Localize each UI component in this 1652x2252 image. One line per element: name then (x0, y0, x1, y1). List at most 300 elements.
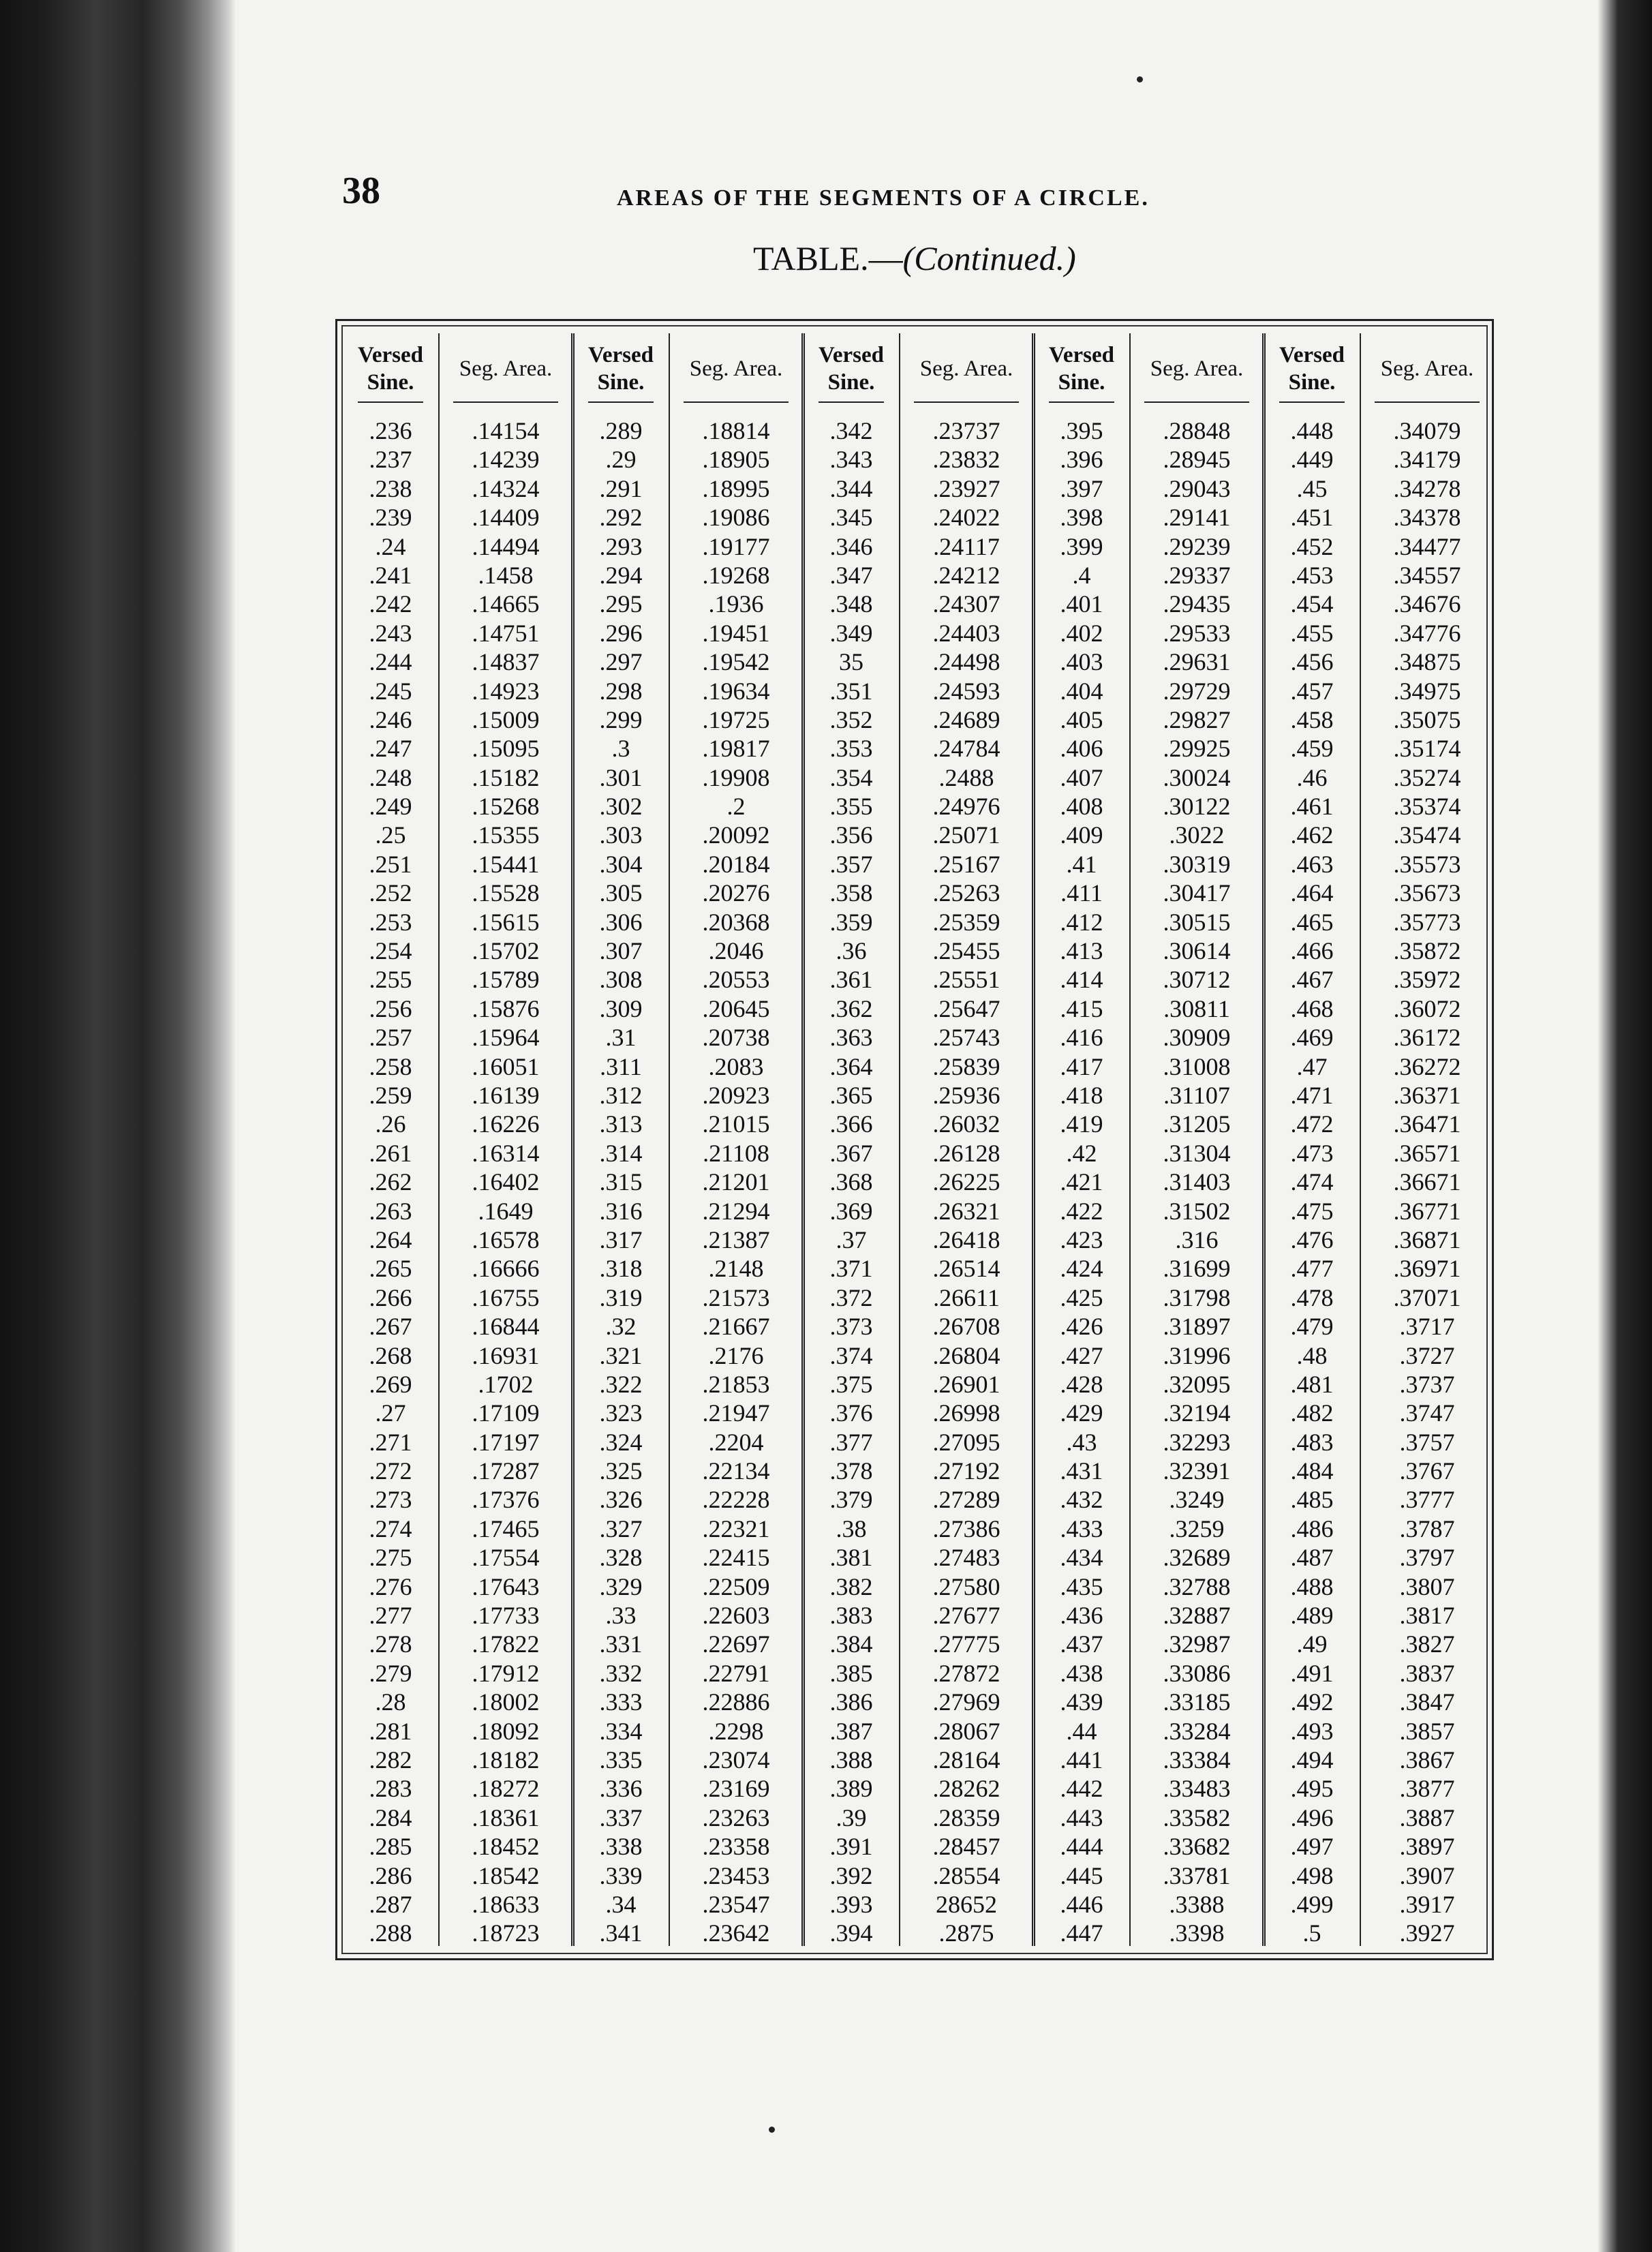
versed-sine-value: .25 (375, 821, 406, 849)
versed-sine-value: .425 (1060, 1283, 1103, 1311)
segment-area-value: .22321 (702, 1515, 770, 1542)
versed-sine-value: .267 (369, 1313, 412, 1341)
versed-sine-value: .444 (1060, 1833, 1103, 1861)
segment-area-value: .24403 (932, 619, 1000, 647)
segment-area-value: .32987 (1163, 1630, 1231, 1658)
segment-area-value: .14751 (472, 619, 540, 647)
segment-area-value: .27289 (932, 1486, 1000, 1514)
segment-area-table (335, 319, 1494, 1960)
versed-sine-column (1264, 416, 1360, 1948)
segment-area-value: .16578 (472, 1226, 540, 1253)
segment-area-value: .2176 (708, 1341, 764, 1369)
versed-sine-value: .384 (829, 1630, 873, 1658)
segment-area-value: .36272 (1393, 1052, 1461, 1080)
segment-area-value: .27775 (932, 1630, 1000, 1658)
segment-area-value: .24784 (932, 735, 1000, 763)
versed-sine-value: .424 (1060, 1255, 1103, 1283)
versed-sine-value: .406 (1060, 735, 1103, 763)
versed-sine-value: .373 (829, 1313, 873, 1341)
segment-area-value: .2148 (708, 1255, 764, 1283)
versed-sine-value: .401 (1060, 590, 1103, 618)
versed-sine-value: 35 (839, 648, 863, 676)
book-spine-edge (0, 0, 235, 2252)
versed-sine-value: .453 (1290, 561, 1334, 589)
versed-sine-value: .445 (1060, 1861, 1103, 1889)
segment-area-value: .23547 (702, 1890, 770, 1918)
versed-sine-value: .263 (369, 1197, 412, 1225)
versed-sine-value: .243 (369, 619, 412, 647)
versed-sine-value: .469 (1290, 1024, 1334, 1052)
versed-sine-value: .391 (829, 1833, 873, 1861)
versed-sine-value: .477 (1290, 1255, 1334, 1283)
segment-area-value: .19725 (702, 705, 770, 733)
versed-sine-value: .463 (1290, 850, 1334, 878)
versed-sine-value: .41 (1066, 850, 1097, 878)
versed-sine-value: .304 (599, 850, 643, 878)
versed-sine-value: .449 (1290, 446, 1334, 474)
segment-area-value: .3847 (1399, 1688, 1455, 1716)
segment-area-value: .35075 (1393, 705, 1461, 733)
segment-area-value: .27192 (932, 1457, 1000, 1485)
versed-sine-value: .27 (375, 1399, 406, 1427)
segment-area-value: .3917 (1399, 1890, 1455, 1918)
segment-area-value: .32689 (1163, 1544, 1231, 1572)
versed-sine-value: .296 (599, 619, 643, 647)
versed-sine-value: .446 (1060, 1890, 1103, 1918)
versed-sine-value: .273 (369, 1486, 412, 1514)
versed-sine-value: .299 (599, 705, 643, 733)
versed-sine-value: .4 (1072, 561, 1091, 589)
segment-area-value: .34875 (1393, 648, 1461, 676)
versed-sine-value: .414 (1060, 966, 1103, 994)
versed-sine-value: .376 (829, 1399, 873, 1427)
segment-area-value: .34975 (1393, 677, 1461, 705)
versed-sine-value: .283 (369, 1775, 412, 1803)
segment-area-value: .35374 (1393, 793, 1461, 821)
versed-sine-value: .303 (599, 821, 643, 849)
segment-area-value: .18542 (472, 1861, 540, 1889)
segment-area-value: .25359 (932, 908, 1000, 936)
versed-sine-value: .3 (611, 735, 630, 763)
segment-area-value: .23358 (702, 1833, 770, 1861)
segment-area-value: .16051 (472, 1052, 540, 1080)
column-divider (438, 333, 440, 1946)
header-seg-area: Seg. Area. (919, 356, 1013, 381)
segment-area-value: .21108 (703, 1139, 769, 1167)
segment-area-value: .28262 (932, 1775, 1000, 1803)
versed-sine-value: .448 (1290, 417, 1334, 444)
versed-sine-value: .309 (599, 994, 643, 1022)
segment-area-value: .33185 (1163, 1688, 1231, 1716)
versed-sine-value: .494 (1290, 1746, 1334, 1774)
segment-area-value: .19817 (702, 735, 770, 763)
versed-sine-value: .247 (369, 735, 412, 763)
versed-sine-value: .287 (369, 1890, 412, 1918)
segment-area-value: .32788 (1163, 1572, 1231, 1600)
versed-sine-value: .313 (599, 1110, 643, 1138)
segment-area-value: .25936 (932, 1081, 1000, 1109)
segment-area-value: .17376 (472, 1486, 540, 1514)
segment-area-column (669, 416, 804, 1948)
segment-area-value: .3717 (1399, 1313, 1455, 1341)
segment-area-value: .3259 (1169, 1515, 1225, 1542)
segment-area-value: .15615 (472, 908, 540, 936)
versed-sine-value: .442 (1060, 1775, 1103, 1803)
table-heading (753, 239, 1076, 278)
segment-area-value: .25455 (932, 937, 1000, 965)
segment-area-value: .15009 (472, 705, 540, 733)
versed-sine-value: .473 (1290, 1139, 1334, 1167)
versed-sine-value: .359 (829, 908, 873, 936)
versed-sine-value: .285 (369, 1833, 412, 1861)
versed-sine-value: .436 (1060, 1602, 1103, 1630)
segment-area-value: .29141 (1163, 504, 1231, 532)
segment-area-value: .1458 (478, 561, 534, 589)
versed-sine-value: .324 (599, 1428, 643, 1456)
segment-area-value: .3817 (1399, 1602, 1455, 1630)
versed-sine-value: .435 (1060, 1572, 1103, 1600)
versed-sine-value: .311 (600, 1052, 642, 1080)
versed-sine-value: .291 (599, 474, 643, 502)
versed-sine-value: .403 (1060, 648, 1103, 676)
segment-area-value: .26611 (933, 1283, 1000, 1311)
segment-area-value: .16931 (472, 1341, 540, 1369)
table-title: TABLE.— (753, 239, 903, 277)
segment-area-value: .19177 (702, 532, 770, 560)
versed-sine-value: .488 (1290, 1572, 1334, 1600)
segment-area-value: .29239 (1163, 532, 1231, 560)
segment-area-value: .15268 (472, 793, 540, 821)
versed-sine-value: .491 (1290, 1659, 1334, 1687)
versed-sine-value: .316 (599, 1197, 643, 1225)
versed-sine-value: .315 (599, 1168, 643, 1196)
versed-sine-value: .44 (1066, 1717, 1097, 1745)
versed-sine-value: .33 (605, 1602, 637, 1630)
segment-area-value: .3747 (1399, 1399, 1455, 1427)
segment-area-value: .20645 (702, 994, 770, 1022)
segment-area-value: .20553 (702, 966, 770, 994)
segment-area-value: .3807 (1399, 1572, 1455, 1600)
versed-sine-value: .357 (829, 850, 873, 878)
versed-sine-value: .278 (369, 1630, 412, 1658)
segment-area-value: .21015 (702, 1110, 770, 1138)
segment-area-value: .21667 (702, 1313, 770, 1341)
segment-area-value: .18814 (702, 417, 770, 444)
segment-area-value: .15095 (472, 735, 540, 763)
segment-area-value: .24593 (932, 677, 1000, 705)
versed-sine-value: .378 (829, 1457, 873, 1485)
segment-area-value: .29043 (1163, 474, 1231, 502)
versed-sine-value: .407 (1060, 763, 1103, 791)
segment-area-value: .28359 (932, 1804, 1000, 1831)
versed-sine-value: .26 (375, 1110, 406, 1138)
versed-sine-value: .42 (1066, 1139, 1097, 1167)
versed-sine-value: .361 (829, 966, 873, 994)
versed-sine-value: .338 (599, 1833, 643, 1861)
segment-area-value: .21853 (702, 1370, 770, 1398)
segment-area-value: .3897 (1399, 1833, 1455, 1861)
segment-area-value: .26514 (932, 1255, 1000, 1283)
versed-sine-value: .275 (369, 1544, 412, 1572)
versed-sine-value: .341 (599, 1919, 643, 1947)
versed-sine-value: .485 (1290, 1486, 1334, 1514)
segment-area-value: .30319 (1163, 850, 1231, 878)
segment-area-value: .20738 (702, 1024, 770, 1052)
versed-sine-value: .416 (1060, 1024, 1103, 1052)
segment-area-value: .21947 (702, 1399, 770, 1427)
versed-sine-value: .32 (605, 1313, 637, 1341)
versed-sine-value: .39 (836, 1804, 867, 1831)
segment-area-value: .3757 (1399, 1428, 1455, 1456)
segment-area-value: .17554 (472, 1544, 540, 1572)
versed-sine-value: .248 (369, 763, 412, 791)
segment-area-value: .1649 (478, 1197, 534, 1225)
segment-area-value: .20923 (702, 1081, 770, 1109)
versed-sine-value: .354 (829, 763, 873, 791)
versed-sine-value: .308 (599, 966, 643, 994)
versed-sine-value: .322 (599, 1370, 643, 1398)
versed-sine-value: .365 (829, 1081, 873, 1109)
versed-sine-value: .364 (829, 1052, 873, 1080)
segment-area-value: .19086 (702, 504, 770, 532)
segment-area-value: .26804 (932, 1341, 1000, 1369)
segment-area-value: .29533 (1163, 619, 1231, 647)
column-divider (1129, 333, 1131, 1946)
segment-area-value: .27386 (932, 1515, 1000, 1542)
segment-area-value: .34776 (1393, 619, 1461, 647)
segment-area-value: .30811 (1163, 994, 1230, 1022)
versed-sine-value: .496 (1290, 1804, 1334, 1831)
segment-area-value: .20276 (702, 879, 770, 907)
versed-sine-value: .367 (829, 1139, 873, 1167)
versed-sine-value: .497 (1290, 1833, 1334, 1861)
segment-area-value: .28164 (932, 1746, 1000, 1774)
segment-area-value: .2298 (708, 1717, 764, 1745)
page-number: 38 (342, 170, 380, 212)
segment-area-value: .26321 (932, 1197, 1000, 1225)
versed-sine-value: .335 (599, 1746, 643, 1774)
versed-sine-value: .31 (605, 1024, 637, 1052)
segment-area-value: .36671 (1393, 1168, 1461, 1196)
versed-sine-value: .46 (1296, 763, 1328, 791)
versed-sine-value: .282 (369, 1746, 412, 1774)
versed-sine-value: .366 (829, 1110, 873, 1138)
segment-area-value: .36871 (1393, 1226, 1461, 1253)
versed-sine-value: .349 (829, 619, 873, 647)
segment-area-value: .3727 (1399, 1341, 1455, 1369)
header-rule (1279, 401, 1345, 403)
segment-area-value: .24689 (932, 705, 1000, 733)
segment-area-value: .3398 (1169, 1919, 1225, 1947)
versed-sine-value: .471 (1290, 1081, 1334, 1109)
segment-area-value: .19908 (702, 763, 770, 791)
segment-area-value: .19268 (702, 561, 770, 589)
versed-sine-value: .387 (829, 1717, 873, 1745)
segment-area-value: .23074 (702, 1746, 770, 1774)
segment-area-value: .34676 (1393, 590, 1461, 618)
segment-area-value: .3767 (1399, 1457, 1455, 1485)
versed-sine-value: .48 (1296, 1341, 1328, 1369)
header-versed-sine: Versed Sine. (358, 343, 423, 395)
header-seg-area: Seg. Area. (689, 356, 783, 381)
segment-area-value: .37071 (1393, 1283, 1461, 1311)
versed-sine-value: .386 (829, 1688, 873, 1716)
versed-sine-value: .483 (1290, 1428, 1334, 1456)
versed-sine-value: .412 (1060, 908, 1103, 936)
versed-sine-value: .297 (599, 648, 643, 676)
versed-sine-value: .355 (829, 793, 873, 821)
versed-sine-value: .292 (599, 504, 643, 532)
versed-sine-value: .493 (1290, 1717, 1334, 1745)
versed-sine-value: .345 (829, 504, 873, 532)
versed-sine-value: .377 (829, 1428, 873, 1456)
versed-sine-value: .432 (1060, 1486, 1103, 1514)
header-rule (588, 401, 654, 403)
versed-sine-value: .271 (369, 1428, 412, 1456)
column-divider (669, 333, 670, 1946)
segment-area-value: .24498 (932, 648, 1000, 676)
versed-sine-value: .455 (1290, 619, 1334, 647)
versed-sine-value: .265 (369, 1255, 412, 1283)
segment-area-value: .17287 (472, 1457, 540, 1485)
header-rule (1375, 401, 1480, 403)
versed-sine-value: .461 (1290, 793, 1334, 821)
header-versed-sine: Versed Sine. (1049, 343, 1114, 395)
segment-area-value: .26225 (932, 1168, 1000, 1196)
segment-area-value: .31008 (1163, 1052, 1231, 1080)
segment-area-value: .24212 (932, 561, 1000, 589)
segment-area-value: .3737 (1399, 1370, 1455, 1398)
versed-sine-value: .499 (1290, 1890, 1334, 1918)
segment-area-value: .36172 (1393, 1024, 1461, 1052)
segment-area-value: .14324 (472, 474, 540, 502)
segment-area-value: .36771 (1393, 1197, 1461, 1225)
versed-sine-value: .262 (369, 1168, 412, 1196)
versed-sine-value: .397 (1060, 474, 1103, 502)
versed-sine-value: .422 (1060, 1197, 1103, 1225)
running-head: AREAS OF THE SEGMENTS OF A CIRCLE. (617, 185, 1150, 211)
segment-area-value: .31897 (1163, 1313, 1231, 1341)
versed-sine-value: .239 (369, 504, 412, 532)
versed-sine-value: .372 (829, 1283, 873, 1311)
versed-sine-value: .404 (1060, 677, 1103, 705)
versed-sine-value: .352 (829, 705, 873, 733)
segment-area-value: .35573 (1393, 850, 1461, 878)
versed-sine-value: .34 (605, 1890, 637, 1918)
versed-sine-value: .237 (369, 446, 412, 474)
segment-area-column (1360, 416, 1495, 1948)
versed-sine-value: .458 (1290, 705, 1334, 733)
segment-area-value: .3877 (1399, 1775, 1455, 1803)
segment-area-value: .22791 (702, 1659, 770, 1687)
versed-sine-value: .306 (599, 908, 643, 936)
versed-sine-value: .396 (1060, 446, 1103, 474)
segment-area-value: .30712 (1163, 966, 1231, 994)
segment-area-value: .14239 (472, 446, 540, 474)
segment-area-value: .36571 (1393, 1139, 1461, 1167)
header-rule (684, 401, 789, 403)
versed-sine-value: .489 (1290, 1602, 1334, 1630)
segment-area-value: .3887 (1399, 1804, 1455, 1831)
segment-area-value: .3827 (1399, 1630, 1455, 1658)
versed-sine-value: .268 (369, 1341, 412, 1369)
versed-sine-value: .454 (1290, 590, 1334, 618)
versed-sine-value: .411 (1060, 879, 1103, 907)
segment-area-value: .29925 (1163, 735, 1231, 763)
versed-sine-value: .415 (1060, 994, 1103, 1022)
versed-sine-value: .379 (829, 1486, 873, 1514)
segment-area-value: .1702 (478, 1370, 534, 1398)
segment-area-column (438, 416, 573, 1948)
versed-sine-value: .417 (1060, 1052, 1103, 1080)
segment-area-value: .18092 (472, 1717, 540, 1745)
versed-sine-value: .325 (599, 1457, 643, 1485)
versed-sine-value: .392 (829, 1861, 873, 1889)
versed-sine-value: .337 (599, 1804, 643, 1831)
segment-area-value: .21201 (702, 1168, 770, 1196)
segment-area-value: .33582 (1163, 1804, 1231, 1831)
versed-sine-value: .319 (599, 1283, 643, 1311)
segment-area-value: 28652 (936, 1890, 997, 1918)
versed-sine-value: .241 (369, 561, 412, 589)
segment-area-value: .18995 (702, 474, 770, 502)
segment-area-value: .3907 (1399, 1861, 1455, 1889)
segment-area-value: .2204 (708, 1428, 764, 1456)
segment-area-value: .33781 (1163, 1861, 1231, 1889)
versed-sine-column (343, 416, 438, 1948)
segment-area-value: .23169 (702, 1775, 770, 1803)
versed-sine-value: .479 (1290, 1313, 1334, 1341)
segment-area-value: .30515 (1163, 908, 1231, 936)
versed-sine-value: .344 (829, 474, 873, 502)
versed-sine-value: .269 (369, 1370, 412, 1398)
segment-area-value: .3388 (1169, 1890, 1225, 1918)
segment-area-value: .27677 (932, 1602, 1000, 1630)
segment-area-value: .22228 (702, 1486, 770, 1514)
versed-sine-value: .244 (369, 648, 412, 676)
versed-sine-value: .467 (1290, 966, 1334, 994)
segment-area-value: .27580 (932, 1572, 1000, 1600)
versed-sine-value: .24 (375, 532, 406, 560)
segment-area-value: .28945 (1163, 446, 1231, 474)
versed-sine-value: .317 (599, 1226, 643, 1253)
segment-area-value: .3927 (1399, 1919, 1455, 1947)
versed-sine-value: .288 (369, 1919, 412, 1947)
versed-sine-value: .28 (375, 1688, 406, 1716)
segment-area-value: .27969 (932, 1688, 1000, 1716)
versed-sine-value: .252 (369, 879, 412, 907)
versed-sine-value: .255 (369, 966, 412, 994)
segment-area-value: .26708 (932, 1313, 1000, 1341)
versed-sine-value: .253 (369, 908, 412, 936)
versed-sine-value: .49 (1296, 1630, 1328, 1658)
segment-area-value: .17643 (472, 1572, 540, 1600)
header-seg-area: Seg. Area. (459, 356, 553, 381)
segment-area-value: .22509 (702, 1572, 770, 1600)
versed-sine-value: .468 (1290, 994, 1334, 1022)
versed-sine-value: .457 (1290, 677, 1334, 705)
segment-area-value: .23737 (932, 417, 1000, 444)
versed-sine-value: .245 (369, 677, 412, 705)
segment-area-value: .26128 (932, 1139, 1000, 1167)
segment-area-value: .15876 (472, 994, 540, 1022)
versed-sine-value: .332 (599, 1659, 643, 1687)
versed-sine-value: .336 (599, 1775, 643, 1803)
header-rule (358, 401, 423, 403)
versed-sine-value: .405 (1060, 705, 1103, 733)
segment-area-value: .16755 (472, 1283, 540, 1311)
versed-sine-value: .286 (369, 1861, 412, 1889)
